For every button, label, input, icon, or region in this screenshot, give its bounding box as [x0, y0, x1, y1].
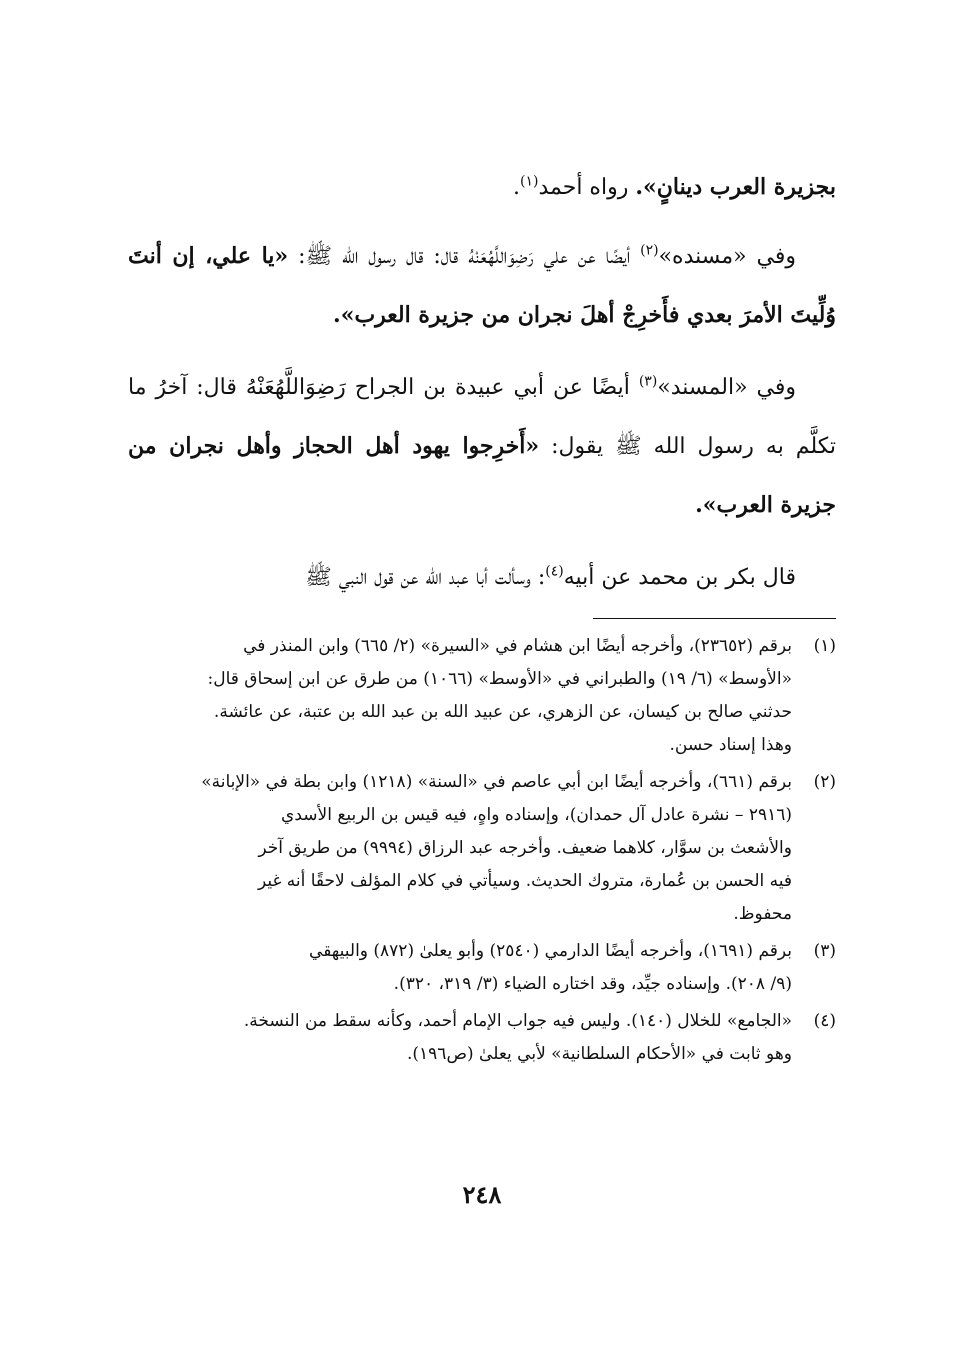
- paragraph-1: [128, 158, 836, 217]
- footnote-1: [128, 630, 836, 762]
- footnote-2: [128, 766, 836, 931]
- footnote-line: محفوظ.: [733, 904, 792, 924]
- footnote-line: (٢٩١٦ – نشرة عادل آل حمدان)، وإسناده واهٍ، فيه قيس بن الربيع الأسدي: [281, 805, 792, 825]
- page-number: ٢٤٨: [462, 1180, 502, 1209]
- footnote-line: برقم (٢٣٦٥٢)، وأخرجه أيضًا ابن هشام في «السيرة» (٢/ ٦٦٥) وابن المنذر في: [243, 636, 792, 656]
- paragraph-3: [128, 359, 836, 535]
- question-text: : وسألت أبا عبد الله عن قول النبي ﷺ: [305, 565, 546, 590]
- footnote-line: برقم (١٦٩١)، وأخرجه أيضًا الدارمي (٢٥٤٠) وأبو يعلىٰ (٨٧٢) والبيهقي: [309, 941, 792, 961]
- footnote-line: فيه الحسن بن عُمارة، متروك الحديث. وسيأتي في كلام المؤلف لاحقًا أنه غير: [257, 871, 792, 891]
- footnote-line: حدثني صالح بن كيسان، عن الزهري، عن عبيد الله بن عبد الله بن عتبة، عن عائشة.: [213, 702, 792, 722]
- footnote-ref-2[interactable]: (٢): [640, 242, 659, 259]
- sentence-end: .: [512, 175, 520, 200]
- footnote-line: «الأوسط» (٦/ ١٩) والطبراني في «الأوسط» (١٠٦٦) من طرق عن ابن إسحاق قال:: [207, 669, 792, 689]
- source-intro: وفي «مسنده»: [658, 244, 796, 269]
- footnote-number: (١): [813, 636, 836, 656]
- hadith-text: «يا علي، إن أنتَ وُلِّيتَ الأمرَ بعدي فأَخرِجْ أهلَ نجران من جزيرة العرب».: [128, 243, 836, 328]
- source-intro: قال بكر بن محمد عن أبيه: [563, 565, 796, 590]
- footnote-line: (٩/ ٢٠٨). وإسناده جيِّد، وقد اختاره الضياء (٣/ ٣١٩، ٣٢٠).: [393, 974, 792, 994]
- footnote-ref-4[interactable]: (٤): [545, 563, 564, 580]
- paragraph-4: [128, 549, 836, 607]
- footnote-4: [128, 1005, 836, 1071]
- footnote-line: وهو ثابت في «الأحكام السلطانية» لأبي يعلىٰ (ص١٩٦).: [407, 1044, 792, 1064]
- footnote-line: وهذا إسناد حسن.: [669, 735, 792, 755]
- footnote-number: (٢): [813, 772, 836, 792]
- footnote-ref-1[interactable]: (١): [519, 173, 539, 190]
- footnote-ref-3[interactable]: (٣): [638, 373, 658, 390]
- footnote-line: «الجامع» للخلال (١٤٠). وليس فيه جواب الإمام أحمد، وكأنه سقط من النسخة.: [243, 1011, 792, 1031]
- footnote-number: (٣): [813, 941, 836, 961]
- hadith-text: «أَخرِجوا يهود أهل الحجاز وأهل نجران من جزيرة العرب».: [128, 433, 836, 518]
- footnote-body: [128, 766, 792, 931]
- footnote-body: [128, 935, 792, 1001]
- footnote-number: (٤): [813, 1011, 836, 1031]
- hadith-ending: بجزيرة العرب دينانٍ».: [635, 174, 836, 200]
- footnote-line: برقم (٦٦١)، وأخرجه أيضًا ابن أبي عاصم في «السنة» (١٢١٨) وابن بطة في «الإبانة»: [201, 772, 792, 792]
- paragraph-2: [128, 227, 836, 345]
- main-text: [128, 158, 836, 621]
- narration-note: رواه أحمد: [538, 175, 636, 200]
- chain-text: أيضًا عن علي رَضِوَاللَّهُعَنْهُ قال: قال رسول الله ﷺ:: [288, 244, 641, 269]
- footnote-body: [128, 630, 792, 762]
- chain-text: أيضًا عن أبي عبيدة بن الجراح رَضِوَاللَّهُعَنْهُ قال: آخرُ ما تكلَّم به رسول الله ﷺ يقول:: [128, 375, 836, 459]
- footnote-3: [128, 935, 836, 1001]
- source-intro: وفي «المسند»: [657, 375, 796, 400]
- footnote-line: والأشعث بن سوَّار، كلاهما ضعيف. وأخرجه عبد الرزاق (٩٩٩٤) من طريق آخر: [258, 838, 792, 858]
- footnotes-section: [128, 630, 836, 1075]
- footnote-body: [128, 1005, 792, 1071]
- footnote-divider: [593, 618, 836, 619]
